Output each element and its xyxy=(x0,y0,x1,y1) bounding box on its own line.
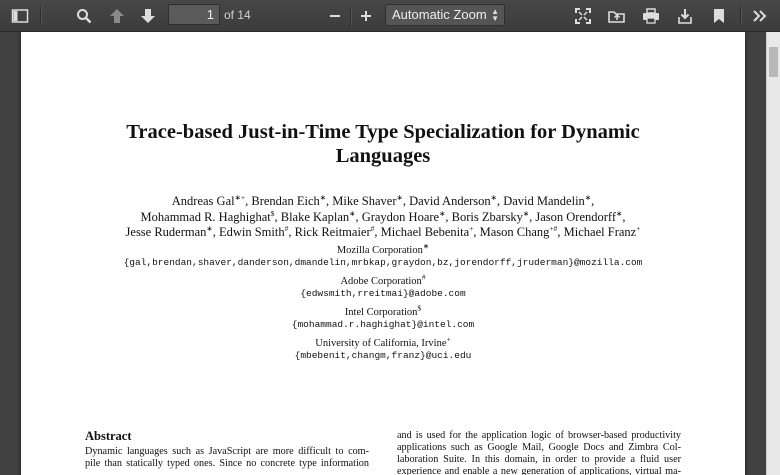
download-icon[interactable] xyxy=(672,4,698,28)
pdf-page xyxy=(21,32,745,475)
paper-title xyxy=(21,120,745,168)
abstract-text: Dynamic languages such as JavaScript are more difficult to com- pile than statically typed ones. Since no concrete type information xyxy=(85,446,369,469)
paper-title-line: Languages xyxy=(335,145,431,167)
open-file-icon[interactable] xyxy=(604,4,630,28)
paper-title-line: Trace-based Just-in-Time Type Specialization for Dynamic xyxy=(126,121,640,143)
sidebar-toggle-icon[interactable] xyxy=(7,4,33,28)
affiliation-mozilla: Mozilla Corporation∗ {gal,brendan,shaver,danderson,dmandelin,mrbkap,graydon,bz,jorendorff,jruderman}@mozilla.com xyxy=(21,245,745,269)
bookmark-icon[interactable] xyxy=(706,4,732,28)
author-name: Edwin Smith xyxy=(218,225,285,239)
next-page-icon[interactable] xyxy=(135,4,161,28)
author-name: Michael Franz xyxy=(563,225,637,239)
print-icon[interactable] xyxy=(638,4,664,28)
page-number-input[interactable]: 1 xyxy=(168,4,220,25)
author-line: Mohammad R. Haghighat$, Blake Kaplan∗, Graydon Hoare∗, Boris Zbarsky∗, Jason Orendorff∗, xyxy=(140,208,626,224)
affiliation-uci: University of California, Irvine+ {mbebenit,changm,franz}@uci.edu xyxy=(21,338,745,362)
right-column-text: and is used for the application logic of browser-based productivity applications such as Google Mail, Google Docs and Zimbra Col- laboration Suite. In this domain, in order to provide a fluid user experience and enable a new generation of applications, virtual ma- xyxy=(397,430,681,475)
chevron-up-down-icon: ▲ ▼ xyxy=(491,7,499,23)
author-name: David Anderson xyxy=(409,194,491,208)
affiliation-email: {mbebenit,changm,franz}@uci.edu xyxy=(294,350,472,361)
affiliation-email: {mohammad.r.haghighat}@intel.com xyxy=(291,319,475,330)
author-name: Jason Orendorff xyxy=(535,209,617,224)
author-list xyxy=(21,194,745,241)
zoom-in-icon[interactable] xyxy=(353,4,379,28)
author-name: Blake Kaplan xyxy=(280,209,350,224)
scrollbar-thumb[interactable] xyxy=(769,47,778,77)
page-count-label: of 14 xyxy=(224,8,251,22)
author-name: Mike Shaver xyxy=(332,194,397,208)
search-icon[interactable] xyxy=(71,4,97,28)
author-name: Michael Bebenita xyxy=(380,225,470,239)
author-name: Andreas Gal xyxy=(171,194,235,208)
affiliation-adobe: Adobe Corporation# {edwsmith,rreitmai}@adobe.com xyxy=(21,276,745,300)
vertical-scrollbar[interactable] xyxy=(766,32,780,475)
zoom-select[interactable] xyxy=(385,4,505,26)
zoom-out-icon[interactable] xyxy=(322,4,348,28)
author-line: Andreas Gal∗+, Brendan Eich∗, Mike Shaver∗, David Anderson∗, David Mandelin∗, xyxy=(171,192,595,208)
toolbar xyxy=(0,0,780,32)
author-name: David Mandelin xyxy=(503,194,585,208)
affiliation-intel: Intel Corporation$ {mohammad.r.haghighat}@intel.com xyxy=(21,307,745,331)
zoom-select-value: Automatic Zoom xyxy=(392,7,487,22)
author-name: Jesse Ruderman xyxy=(125,225,207,239)
presentation-mode-icon[interactable] xyxy=(570,4,596,28)
abstract-heading: Abstract xyxy=(85,429,132,443)
author-name: Rick Reitmaier xyxy=(294,225,371,239)
author-line: Jesse Ruderman∗, Edwin Smith#, Rick Reitmaier#, Michael Bebenita+, Mason Chang+#, Michael Franz+ xyxy=(125,223,641,239)
author-name: Boris Zbarsky xyxy=(451,209,523,224)
tools-icon[interactable] xyxy=(747,4,773,28)
document-viewer[interactable] xyxy=(0,32,766,475)
previous-page-icon[interactable] xyxy=(104,4,130,28)
author-name: Mason Chang xyxy=(479,225,550,239)
author-name: Graydon Hoare xyxy=(361,209,440,224)
affiliation-email: {edwsmith,rreitmai}@adobe.com xyxy=(300,288,466,299)
author-name: Mohammad R. Haghighat xyxy=(140,209,271,224)
affiliation-email: {gal,brendan,shaver,danderson,dmandelin,mrbkap,graydon,bz,jorendorff,jruderman}@mozilla.com xyxy=(123,257,643,268)
author-name: Brendan Eich xyxy=(251,194,320,208)
